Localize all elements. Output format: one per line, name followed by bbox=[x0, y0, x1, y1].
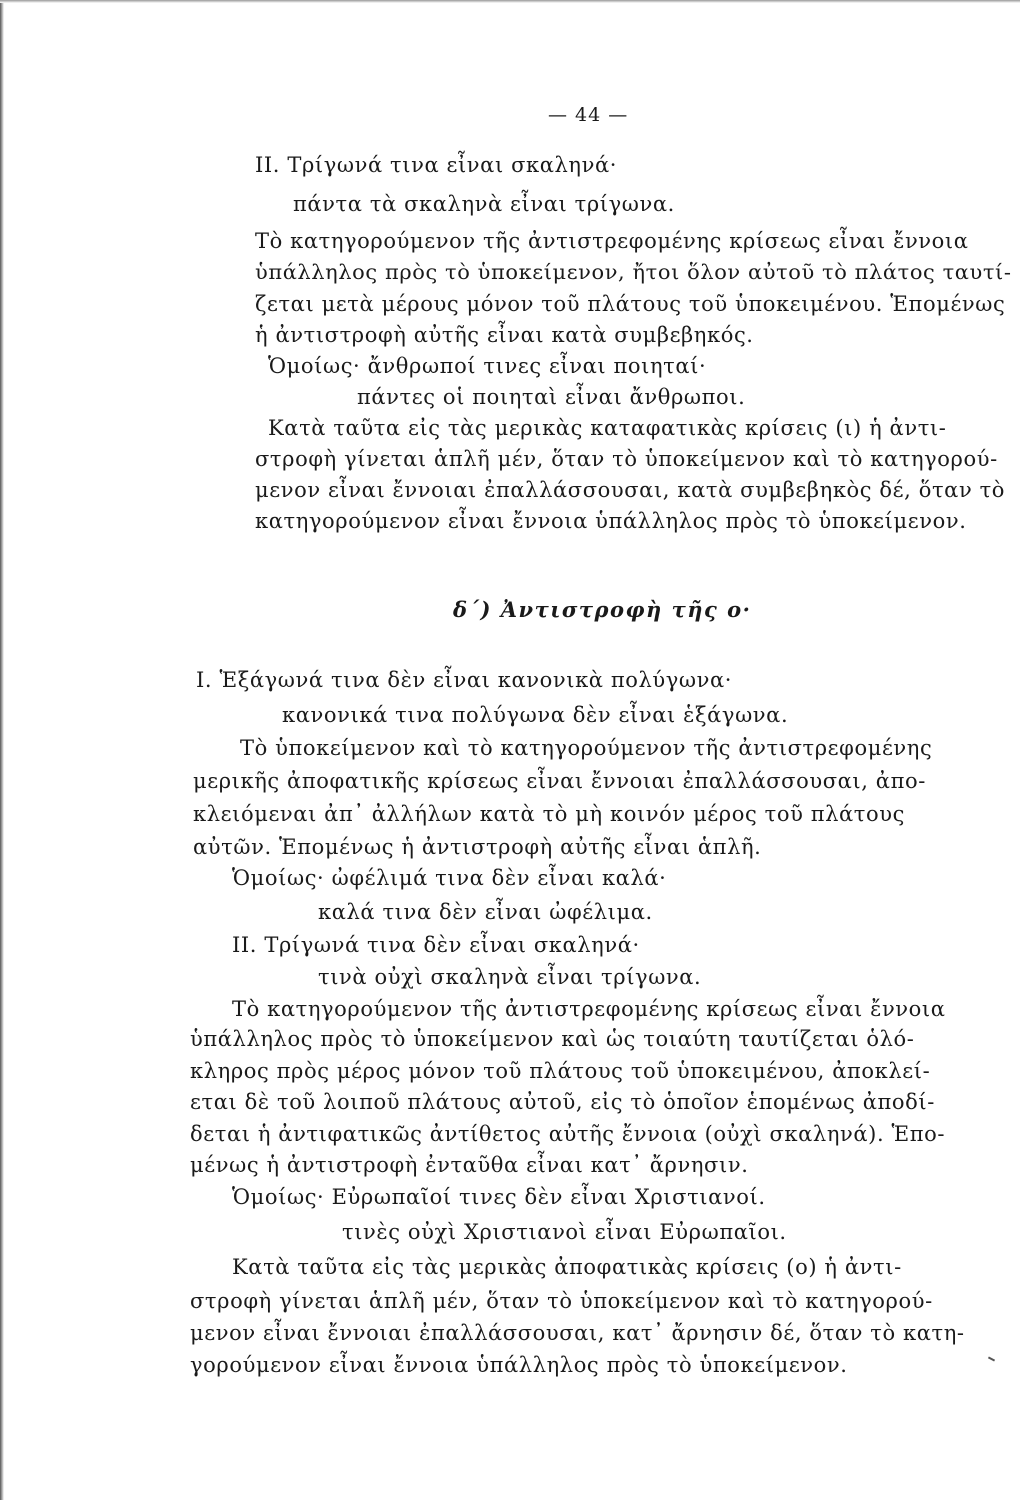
text-line: Ὁμοίως· ὠφέλιμά τινα δὲν εἶναι καλά· bbox=[232, 866, 667, 890]
text-line: εται δὲ τοῦ λοιποῦ πλάτους αὐτοῦ, εἰς τὸ ὁποῖον ἑπομένως ἀποδί- bbox=[190, 1090, 935, 1114]
text-line: πάντες οἱ ποιηταὶ εἶναι ἄνθρωποι. bbox=[357, 385, 746, 409]
text-line: ζεται μετὰ μέρους μόνον τοῦ πλάτους τοῦ ὑποκειμένου. Ἑπομένως bbox=[255, 292, 1006, 316]
text-line: Τὸ ὑποκείμενον καὶ τὸ κατηγορούμενον τῆς ἀντιστρεφομένης bbox=[240, 736, 933, 760]
page-number: — 44 — bbox=[548, 104, 629, 126]
text-line: ὑπάλληλος πρὸς τὸ ὑποκείμενον καὶ ὡς τοιαύτη ταυτίζεται ὁλό- bbox=[190, 1027, 915, 1051]
text-line: γορούμενον εἶναι ἔννοια ὑπάλληλος πρὸς τὸ ὑποκείμενον. bbox=[190, 1353, 848, 1377]
text-line: ἡ ἀντιστροφὴ αὐτῆς εἶναι κατὰ συμβεβηκός. bbox=[255, 323, 754, 347]
text-line: ΙΙ. Τρίγωνά τινα δὲν εἶναι σκαληνά· bbox=[232, 933, 640, 957]
text-line: κατηγορούμενον εἶναι ἔννοια ὑπάλληλος πρὸς τὸ ὑποκείμενον. bbox=[255, 509, 967, 533]
text-line: κληρος πρὸς μέρος μόνον τοῦ πλάτους τοῦ ὑποκειμένου, ἀποκλεί- bbox=[190, 1059, 931, 1083]
scan-edge-top bbox=[0, 0, 1020, 3]
text-line: μερικῆς ἀποφατικῆς κρίσεως εἶναι ἔννοιαι ἐπαλλάσσουσαι, ἀπο- bbox=[193, 769, 926, 793]
text-line: Κατὰ ταῦτα εἰς τὰς μερικὰς ἀποφατικὰς κρίσεις (ο) ἡ ἀντι- bbox=[232, 1255, 902, 1279]
text-line: Τὸ κατηγορούμενον τῆς ἀντιστρεφομένης κρίσεως εἶναι ἔννοια bbox=[255, 229, 969, 253]
text-line: κανονικά τινα πολύγωνα δὲν εἶναι ἑξάγωνα. bbox=[282, 703, 789, 727]
text-line: μενον εἶναι ἔννοιαι ἐπαλλάσσουσαι, κατὰ συμβεβηκὸς δέ, ὅταν τὸ bbox=[255, 478, 1006, 502]
text-line: τινὲς οὐχὶ Χριστιανοὶ εἶναι Εὐρωπαῖοι. bbox=[342, 1220, 787, 1244]
text-line: Ὁμοίως· ἄνθρωποί τινες εἶναι ποιηταί· bbox=[268, 354, 707, 378]
text-line: τινὰ οὐχὶ σκαληνὰ εἶναι τρίγωνα. bbox=[318, 965, 702, 989]
text-line: μένως ἡ ἀντιστροφὴ ἐνταῦθα εἶναι κατ᾽ ἄρνησιν. bbox=[190, 1153, 749, 1177]
text-line: Ι. Ἑξάγωνά τινα δὲν εἶναι κανονικὰ πολύγωνα· bbox=[196, 668, 733, 692]
scan-edge-left bbox=[0, 0, 4, 1500]
ink-mark bbox=[988, 1356, 995, 1361]
text-line: κλειόμεναι ἀπ᾽ ἀλλήλων κατὰ τὸ μὴ κοινόν μέρος τοῦ πλάτους bbox=[193, 802, 905, 826]
text-line: πάντα τὰ σκαληνὰ εἶναι τρίγωνα. bbox=[293, 192, 675, 216]
text-line: Κατὰ ταῦτα εἰς τὰς μερικὰς καταφατικὰς κρίσεις (ι) ἡ ἀντι- bbox=[268, 416, 947, 440]
text-line: ὑπάλληλος πρὸς τὸ ὑποκείμενον, ἤτοι ὅλον αὐτοῦ τὸ πλάτος ταυτί- bbox=[255, 260, 1012, 284]
text-line: καλά τινα δὲν εἶναι ὠφέλιμα. bbox=[318, 900, 653, 924]
text-line: στροφὴ γίνεται ἁπλῆ μέν, ὅταν τὸ ὑποκείμενον καὶ τὸ κατηγορού- bbox=[255, 447, 998, 471]
text-line: στροφὴ γίνεται ἁπλῆ μέν, ὅταν τὸ ὑποκείμενον καὶ τὸ κατηγορού- bbox=[190, 1289, 933, 1313]
text-line: δεται ἡ ἀντιφατικῶς ἀντίθετος αὐτῆς ἔννοια (οὐχὶ σκαληνά). Ἑπο- bbox=[190, 1122, 946, 1146]
text-line: Ὁμοίως· Εὐρωπαῖοί τινες δὲν εἶναι Χριστιανοί. bbox=[232, 1185, 766, 1209]
text-line: αὐτῶν. Ἑπομένως ἡ ἀντιστροφὴ αὐτῆς εἶναι ἁπλῆ. bbox=[193, 835, 762, 859]
text-line: μενον εἶναι ἔννοιαι ἐπαλλάσσουσαι, κατ᾽ ἄρνησιν δέ, ὅταν τὸ κατη- bbox=[190, 1321, 965, 1345]
text-line: Τὸ κατηγορούμενον τῆς ἀντιστρεφομένης κρίσεως εἶναι ἔννοια bbox=[232, 997, 946, 1021]
text-line: ΙΙ. Τρίγωνά τινα εἶναι σκαληνά· bbox=[255, 153, 618, 177]
section-heading: δ΄) Ἀντιστροφὴ τῆς ο· bbox=[453, 597, 752, 622]
